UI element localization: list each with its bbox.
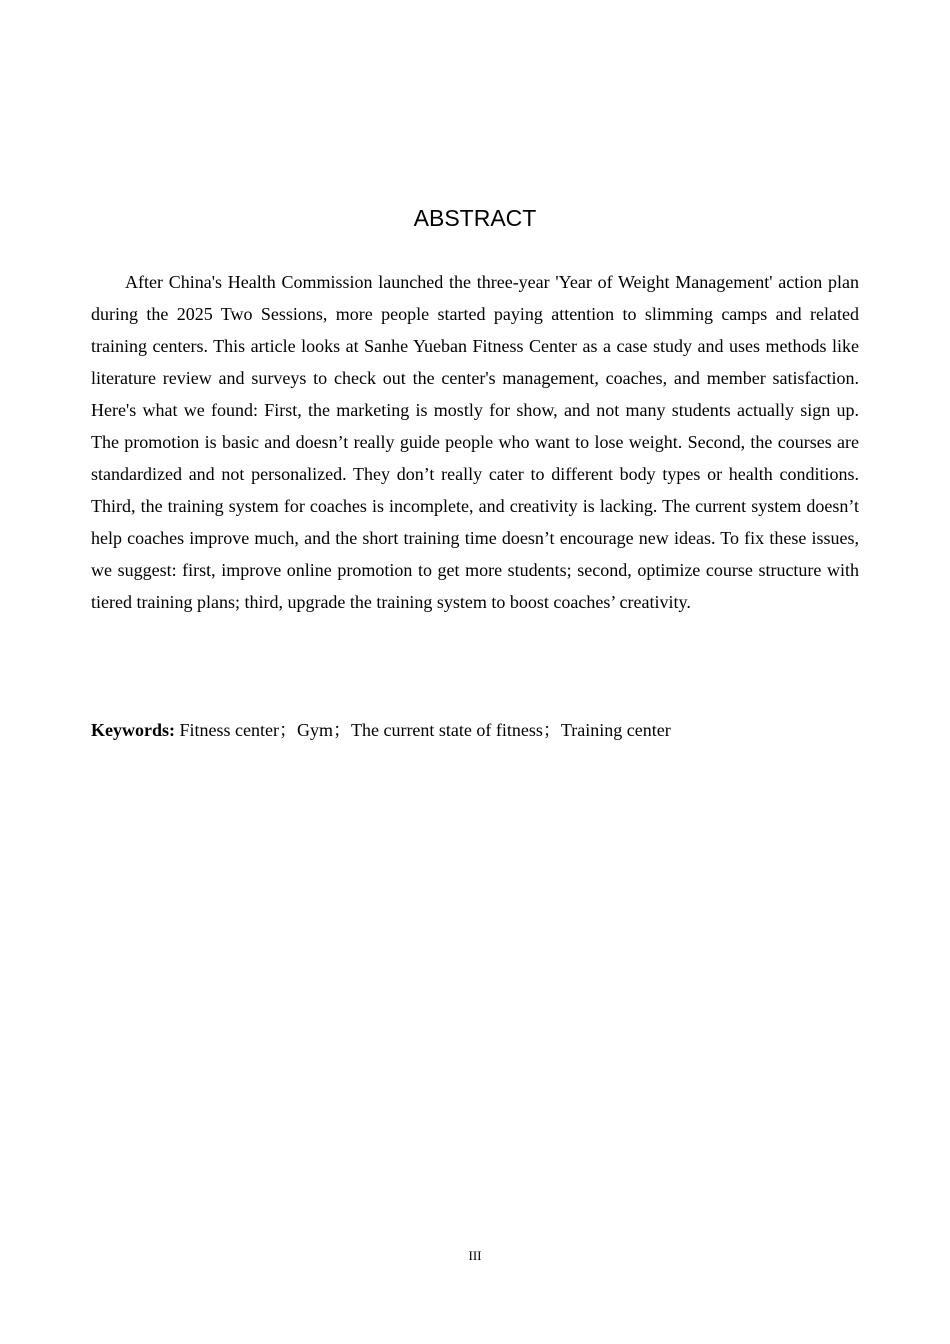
- keywords-line: [91, 716, 859, 744]
- keywords-text: Fitness center；Gym；The current state of fitness；Training center: [175, 720, 671, 740]
- abstract-title: ABSTRACT: [413, 205, 537, 231]
- keywords-label: Keywords:: [91, 720, 175, 740]
- page-number: III: [468, 1248, 482, 1263]
- abstract-body: After China's Health Commission launched the three-year 'Year of Weight Management' action plan during the 2025 Two Sessions, more people started paying attention to slimming camps and related training centers. This article looks at Sanhe Yueban Fitness Center as a case study and uses methods like literature review and surveys to check out the center's management, coaches, and member satisfaction. Here's what we found: First, the marketing is mostly for show, and not many students actually sign up. The promotion is basic and doesn’t really guide people who want to lose weight. Second, the courses are standardized and not personalized. They don’t really cater to different body types or health conditions. Third, the training system for coaches is incomplete, and creativity is lacking. The current system doesn’t help coaches improve much, and the short training time doesn’t encourage new ideas. To fix these issues, we suggest: first, improve online promotion to get more students; second, optimize course structure with tiered training plans; third, upgrade the training system to boost coaches’ creativity.: [91, 272, 859, 612]
